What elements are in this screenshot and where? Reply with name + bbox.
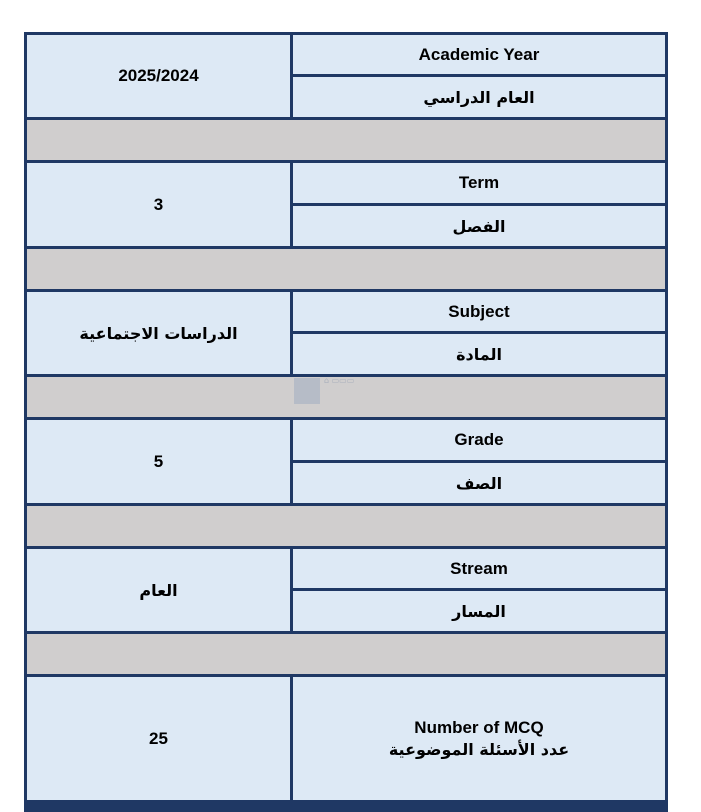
subject-value: الدراسات الاجتماعية [27, 292, 290, 374]
term-value: 3 [27, 163, 290, 246]
watermark-logo: ⌂ ▭▭▭ [290, 372, 410, 432]
academic-year-value: 2025/2024 [27, 35, 290, 117]
separator-row [27, 249, 665, 289]
term-label-en: Term [293, 163, 665, 203]
separator-row [27, 377, 665, 417]
mcq-label [293, 677, 665, 800]
subject-label-ar: المادة [293, 334, 665, 374]
separator-row [27, 634, 665, 674]
stream-label-en: Stream [293, 549, 665, 588]
mcq-label-ar: عدد الأسئلة الموضوعية [388, 739, 570, 759]
separator-row [27, 506, 665, 546]
term-label-ar: الفصل [293, 206, 665, 246]
academic-year-label-en: Academic Year [293, 35, 665, 74]
grade-label-ar: الصف [293, 463, 665, 503]
mcq-count-value: 25 [27, 677, 290, 800]
subject-label-en: Subject [293, 292, 665, 331]
academic-year-label-ar: العام الدراسي [293, 77, 665, 117]
separator-row [27, 120, 665, 160]
stream-value: العام [27, 549, 290, 631]
mcq-label-en: Number of MCQ [414, 717, 544, 737]
grade-value: 5 [27, 420, 290, 503]
stream-label-ar: المسار [293, 591, 665, 631]
grade-label-en: Grade [293, 420, 665, 460]
